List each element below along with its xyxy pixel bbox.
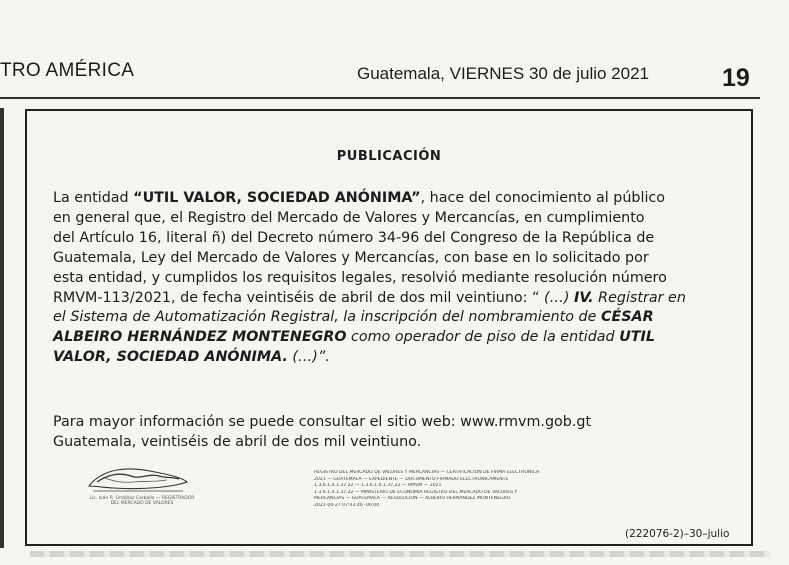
notice-body-line [53, 328, 729, 348]
fine-print-line: REGISTRO DEL MERCADO DE VALORES Y MERCANCÍAS — CERTIFICACIÓN DE FIRMA ELECTRÓNICA [314, 470, 540, 475]
fine-print-line: 1.3.6.1.4.1.37.22 — MINISTERIO DE ECONOMÍA REGISTRO DEL MERCADO DE VALORES Y [314, 489, 518, 495]
fine-print-line: 2021-04-27 07:43:46 -06:00 [314, 502, 380, 508]
notice-text-run: IV. [574, 289, 594, 306]
notice-info-line: Guatemala, veintiséis de abril de dos mil veintiuno. [53, 433, 422, 450]
notice-body-line [53, 229, 729, 249]
fine-print-line: 2021 — GUATEMALA — EXPEDIENTE — DOCUMENTO FIRMADO ELECTRÓNICAMENTE [314, 476, 509, 482]
publication-reference: (222076-2)–30–julio [625, 528, 730, 540]
notice-text-run: , hace del conocimiento al público [420, 190, 666, 206]
notice-text-run: ALBEIRO HERNÁNDEZ MONTENEGRO [53, 329, 347, 346]
notice-text-run: en general que, el Registro del Mercado de Valores y Mercancías, en cumplimiento [53, 209, 645, 226]
next-ad-border [30, 551, 770, 557]
notice-title: PUBLICACIÓN [336, 149, 442, 164]
newspaper-section-name: TRO AMÉRICA [0, 60, 135, 81]
notice-text-run: RMVM-113/2021, de fecha veintiséis de abril de dos mil veintiuno: “ [53, 289, 544, 306]
notice-text-run: como operador de piso de la entidad [346, 329, 620, 346]
notice-info [53, 413, 729, 453]
adjacent-column-border [0, 108, 4, 548]
header-rule [0, 97, 760, 99]
notice-text-run: Guatemala, Ley del Mercado de Valores y Mercancías, con base en lo solicitado por [53, 249, 649, 266]
notice-body-line [53, 308, 729, 328]
notice-text-run: del Artículo 16, literal ñ) del Decreto número 34-96 del Congreso de la República de [53, 229, 655, 246]
fine-print-line: MERCANCÍAS — GUATEMALA — RESOLUCIÓN — ALBEIRO HERNÁNDEZ MONTENEGRO [314, 496, 511, 502]
notice-body-line [53, 189, 729, 209]
notice-text-run: (…) [544, 289, 574, 306]
notice-text-run: VALOR, SOCIEDAD ANÓNIMA. [53, 349, 288, 366]
notice-text-run: La entidad [53, 190, 134, 206]
notice-text-run: (…)”. [287, 349, 330, 366]
notice-text-run: Registrar en [593, 289, 686, 306]
publication-notice-box [25, 109, 753, 546]
newspaper-date: Guatemala, VIERNES 30 de julio 2021 [357, 64, 650, 83]
notice-body-line [53, 249, 729, 269]
notice-body [53, 189, 729, 368]
notice-body-line [53, 209, 729, 229]
notice-text-run: el Sistema de Automatización Registral, la inscripción del nombramiento de [53, 309, 601, 326]
notice-text-run: esta entidad, y cumplidos los requisitos legales, resolvió mediante resolución número [53, 269, 667, 286]
signature-caption: Lic. Iván R. Ordóñez Carballo — REGISTRADOR DEL MERCADO DE VALORES [89, 496, 195, 506]
notice-body-line [53, 269, 729, 289]
notice-body-line [53, 348, 729, 368]
notice-info-line: Para mayor información se puede consultar el sitio web: www.rmvm.gob.gt [53, 414, 592, 430]
page-number: 19 [722, 64, 750, 92]
notice-text-run: UTIL [619, 329, 655, 346]
electronic-signature-fine-print [314, 470, 694, 510]
signature-stamp [83, 460, 193, 496]
notice-text-run: CÉSAR [600, 309, 654, 326]
notice-body-line [53, 289, 729, 309]
fine-print-line: 1.3.6.1.4.1.37.22 — 1.3.6.1.4.1.37.22 — RMVM — 2021 [314, 483, 442, 489]
notice-text-run: “UTIL VALOR, SOCIEDAD ANÓNIMA” [133, 190, 421, 206]
